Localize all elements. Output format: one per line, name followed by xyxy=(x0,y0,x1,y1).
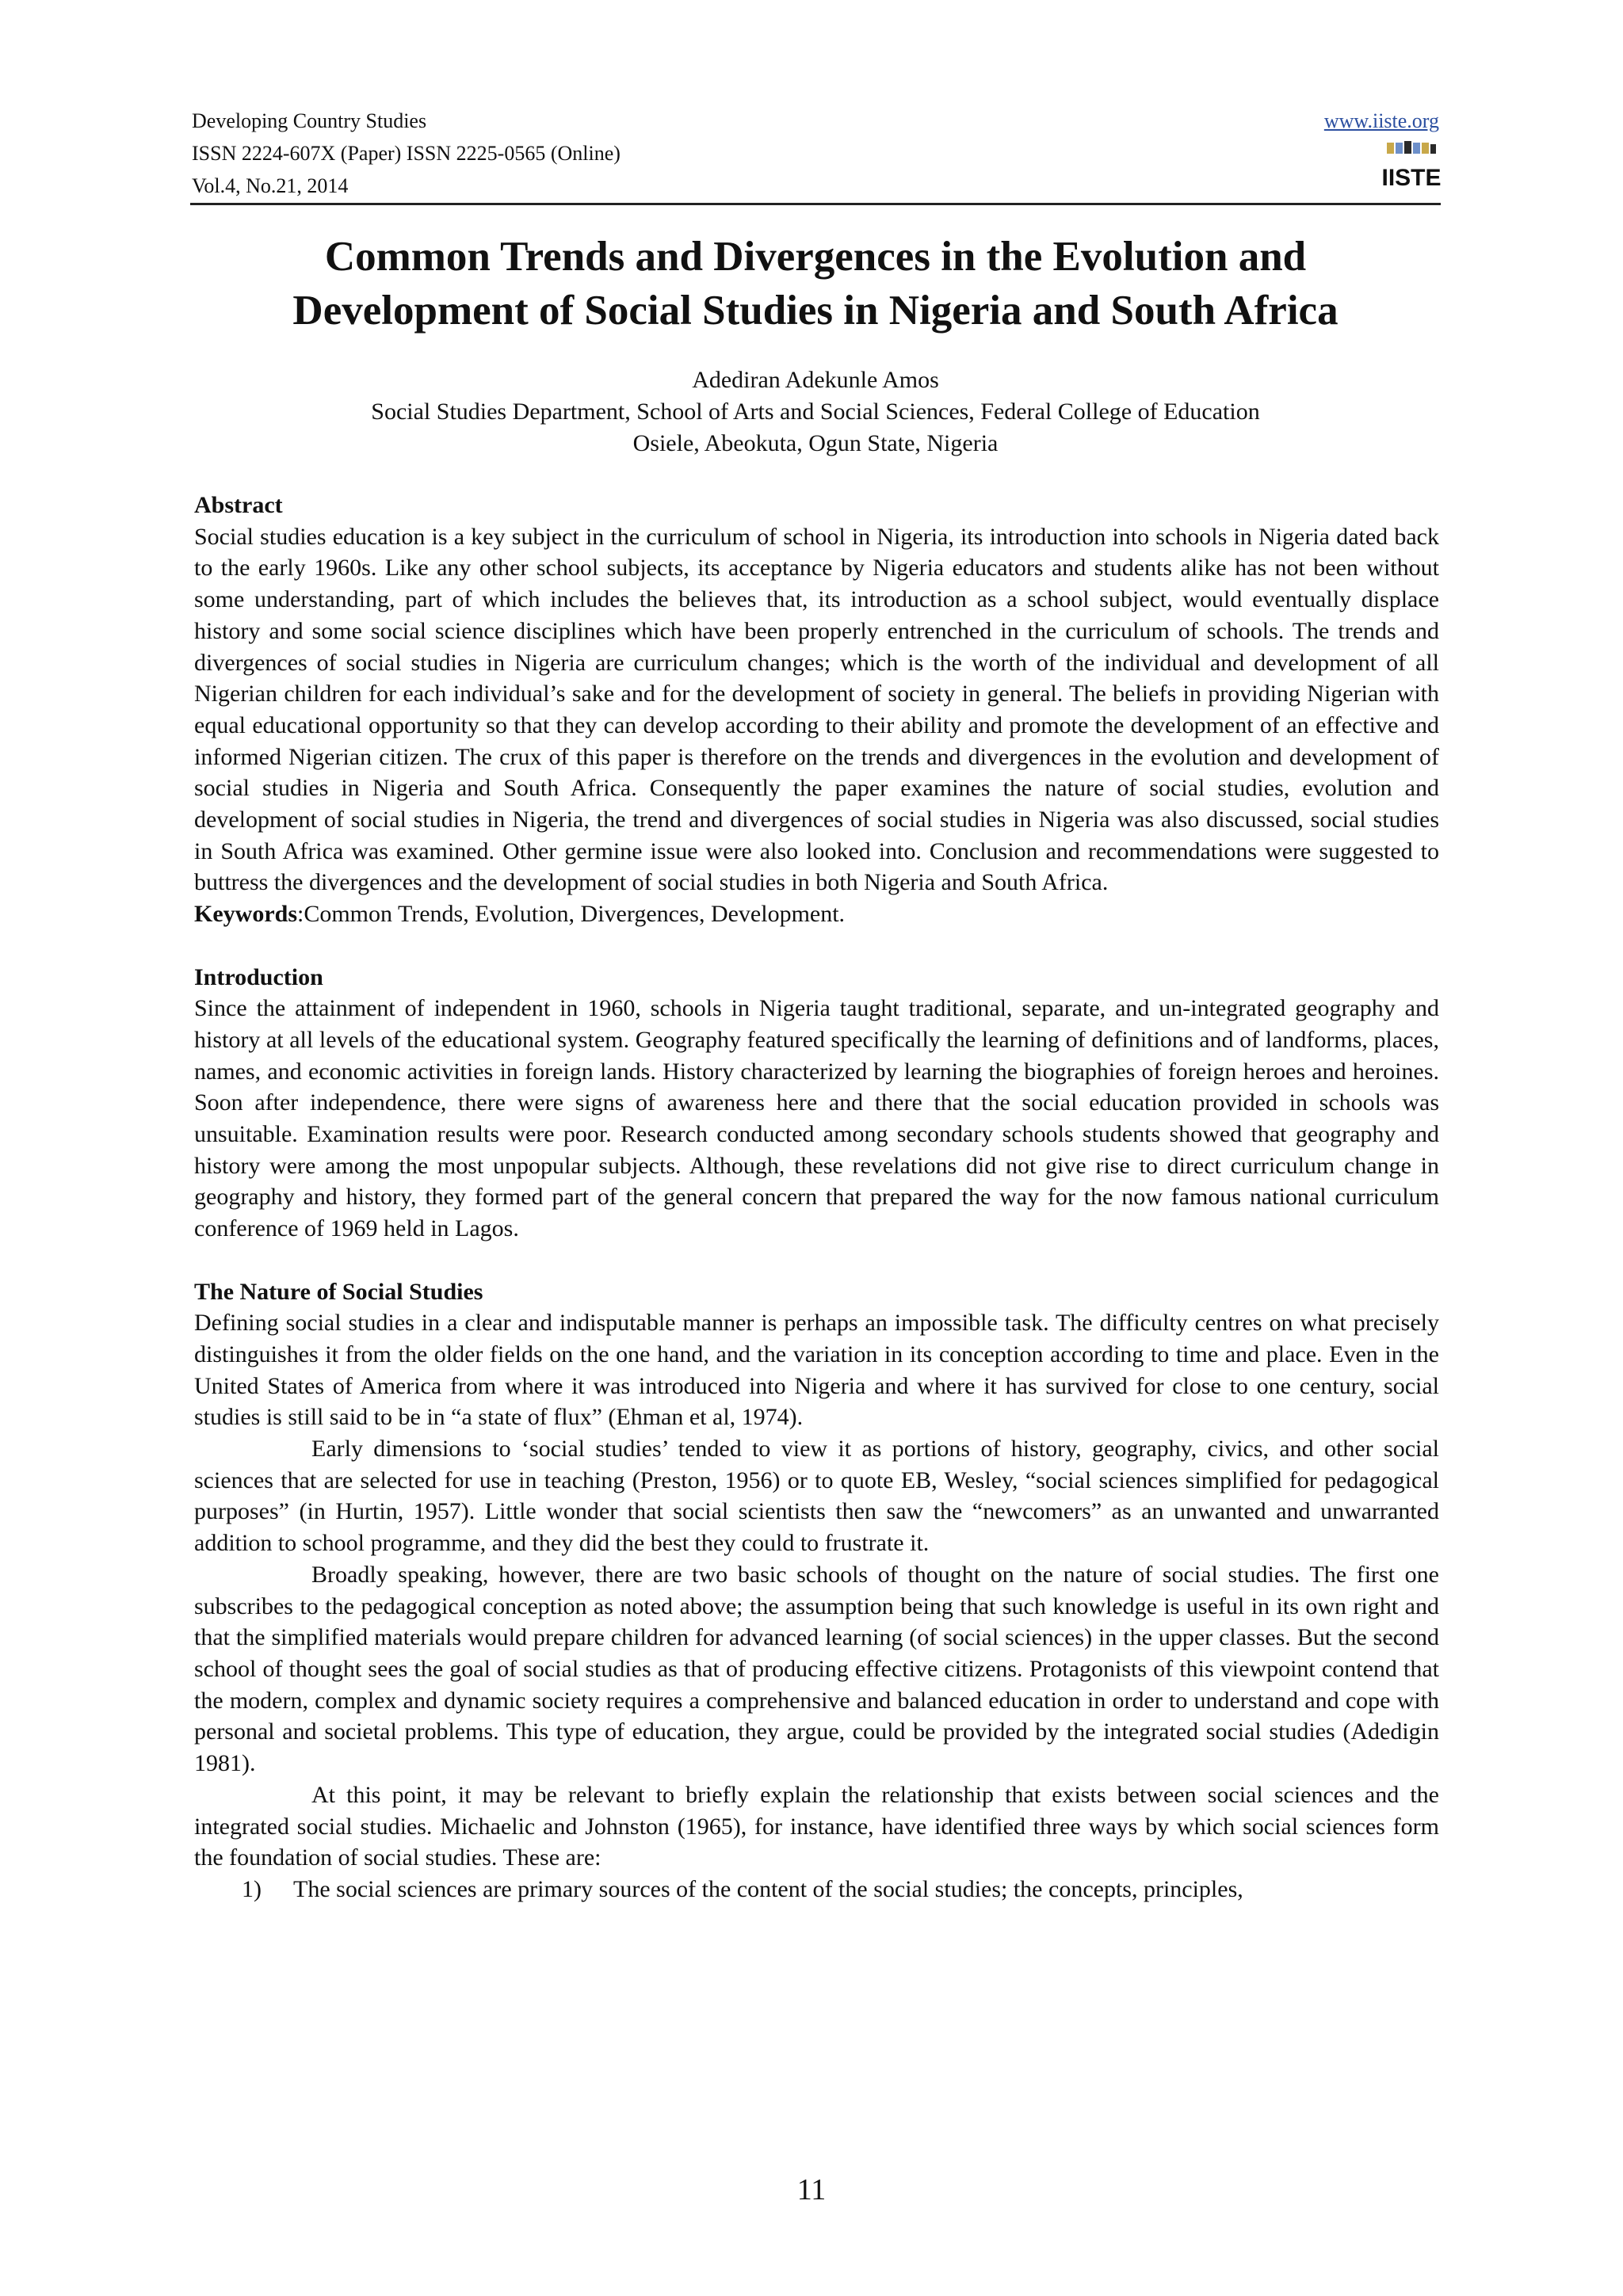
nature-paragraph-1: Defining social studies in a clear and indisputable manner is perhaps an impossible task. The difficulty centres on what precisely distinguishes it from the older fields on the one hand, and the variation in its conception according to time and place. Even in the United States of America from where it was introduced into Nigeria and where it has survived for close to one century, social studies is still said to be in “a state of flux” (Ehman et al, 1974). xyxy=(194,1310,1439,1431)
title-line-2: Development of Social Studies in Nigeria and South Africa xyxy=(292,288,1338,334)
paper-title xyxy=(192,230,1439,338)
journal-website-link[interactable]: www.iiste.org xyxy=(1323,109,1439,132)
list-item-text: The social sciences are primary sources of the content of the social studies; the concepts, principles, xyxy=(293,1875,1243,1902)
list-item-number: 1) xyxy=(242,1875,262,1902)
iiste-logo xyxy=(1381,139,1442,192)
logo-text: IISTE xyxy=(1381,165,1442,191)
running-header xyxy=(192,105,1442,202)
nature-paragraph-4: At this point, it may be relevant to briefly explain the relationship that exists between social sciences and the integrated social studies. Michaelic and Johnston (1965), for instance, have identified three ways by which social sciences form the foundation of social studies. These are: xyxy=(194,1781,1439,1871)
list-item xyxy=(194,1874,1439,1905)
keywords-label: Keywords xyxy=(194,901,297,928)
volume-line: Vol.4, No.21, 2014 xyxy=(192,174,349,197)
nature-paragraph-3: Broadly speaking, however, there are two basic schools of thought on the nature of social studies. The first one subscribes to the pedagogical conception as noted above; the assumption being that such knowledge is useful in its own right and that the simplified materials would prepare children for advanced learning (of social sciences) in the upper classes. But the second school of thought sees the goal of social studies as that of producing effective citizens. Protagonists of this viewpoint contend that the modern, complex and dynamic society requires a comprehensive and balanced education in order to understand and cope with personal and societal problems. This type of education, they argue, could be provided by the integrated social studies (Adedigin 1981). xyxy=(194,1561,1439,1777)
abstract-text: Social studies education is a key subject in the curriculum of school in Nigeria, its introduction into schools in Nigeria dated back to the early 1960s. Like any other school subjects, its acceptance by Nigeria educators and students alike has not been without some understanding, part of which includes the believes that, its introduction as a school subject, would eventually displace history and some social science disciplines which have been properly entrenched in the curriculum of schools. The trends and divergences of social studies in Nigeria are curriculum changes; which is the worth of the individual and development of all Nigerian children for each individual’s sake and for the development of society in general. The beliefs in providing Nigerian with equal educational opportunity so that they can develop according to their ability and promote the development of an effective and informed Nigerian citizen. The crux of this paper is therefore on the trends and divergences in the evolution and development of social studies in Nigeria and South Africa. Consequently the paper examines the nature of social studies, evolution and development of social studies in Nigeria, the trend and divergences of social studies in Nigeria was also discussed, social studies in South Africa was examined. Other germine issue were also looked into. Conclusion and recommendations were suggested to buttress the divergences and the development of social studies in both Nigeria and South Africa. xyxy=(194,523,1439,896)
introduction-heading: Introduction xyxy=(194,963,323,990)
author-block xyxy=(192,364,1439,460)
nature-paragraph-2: Early dimensions to ‘social studies’ tended to view it as portions of history, geography, civics, and other social sciences that are selected for use in teaching (Preston, 1956) or to quote EB, Wesley, “social sciences simplified for pedagogical purposes” (in Hurtin, 1957). Little wonder that social scientists then saw the “newcomers” as an unwanted and unwarranted addition to school programme, and they did the best they could to frustrate it. xyxy=(194,1436,1439,1557)
keywords-line xyxy=(194,898,1439,930)
issn-line: ISSN 2224-607X (Paper) ISSN 2225-0565 (Online) xyxy=(192,142,621,165)
keywords-list: :Common Trends, Evolution, Divergences, Development. xyxy=(297,901,846,928)
title-line-1: Common Trends and Divergences in the Evolution and xyxy=(324,234,1307,280)
page-number: 11 xyxy=(796,2173,827,2206)
nature-heading: The Nature of Social Studies xyxy=(194,1278,483,1305)
journal-name: Developing Country Studies xyxy=(192,109,427,132)
author-name: Adediran Adekunle Amos xyxy=(692,367,939,393)
author-affiliation-2: Osiele, Abeokuta, Ogun State, Nigeria xyxy=(632,430,999,456)
author-affiliation-1: Social Studies Department, School of Arts and Social Sciences, Federal College of Education xyxy=(371,399,1260,425)
header-rule xyxy=(190,203,1441,205)
abstract-heading: Abstract xyxy=(194,492,283,518)
introduction-text: Since the attainment of independent in 1960, schools in Nigeria taught traditional, separate, and un-integrated geography and history at all levels of the educational system. Geography featured specifically the learning of definitions and of landforms, places, names, and economic activities in foreign lands. History characterized by learning the biographies of foreign heroes and heroines. Soon after independence, there were signs of awareness here and there that the social education provided in schools was unsuitable. Examination results were poor. Research conducted among secondary schools students showed that geography and history were among the most unpopular subjects. Although, these revelations did not give rise to direct curriculum change in geography and history, they formed part of the general concern that prepared the way for the now famous national curriculum conference of 1969 held in Lagos. xyxy=(194,995,1439,1242)
paper-body xyxy=(194,490,1439,1905)
